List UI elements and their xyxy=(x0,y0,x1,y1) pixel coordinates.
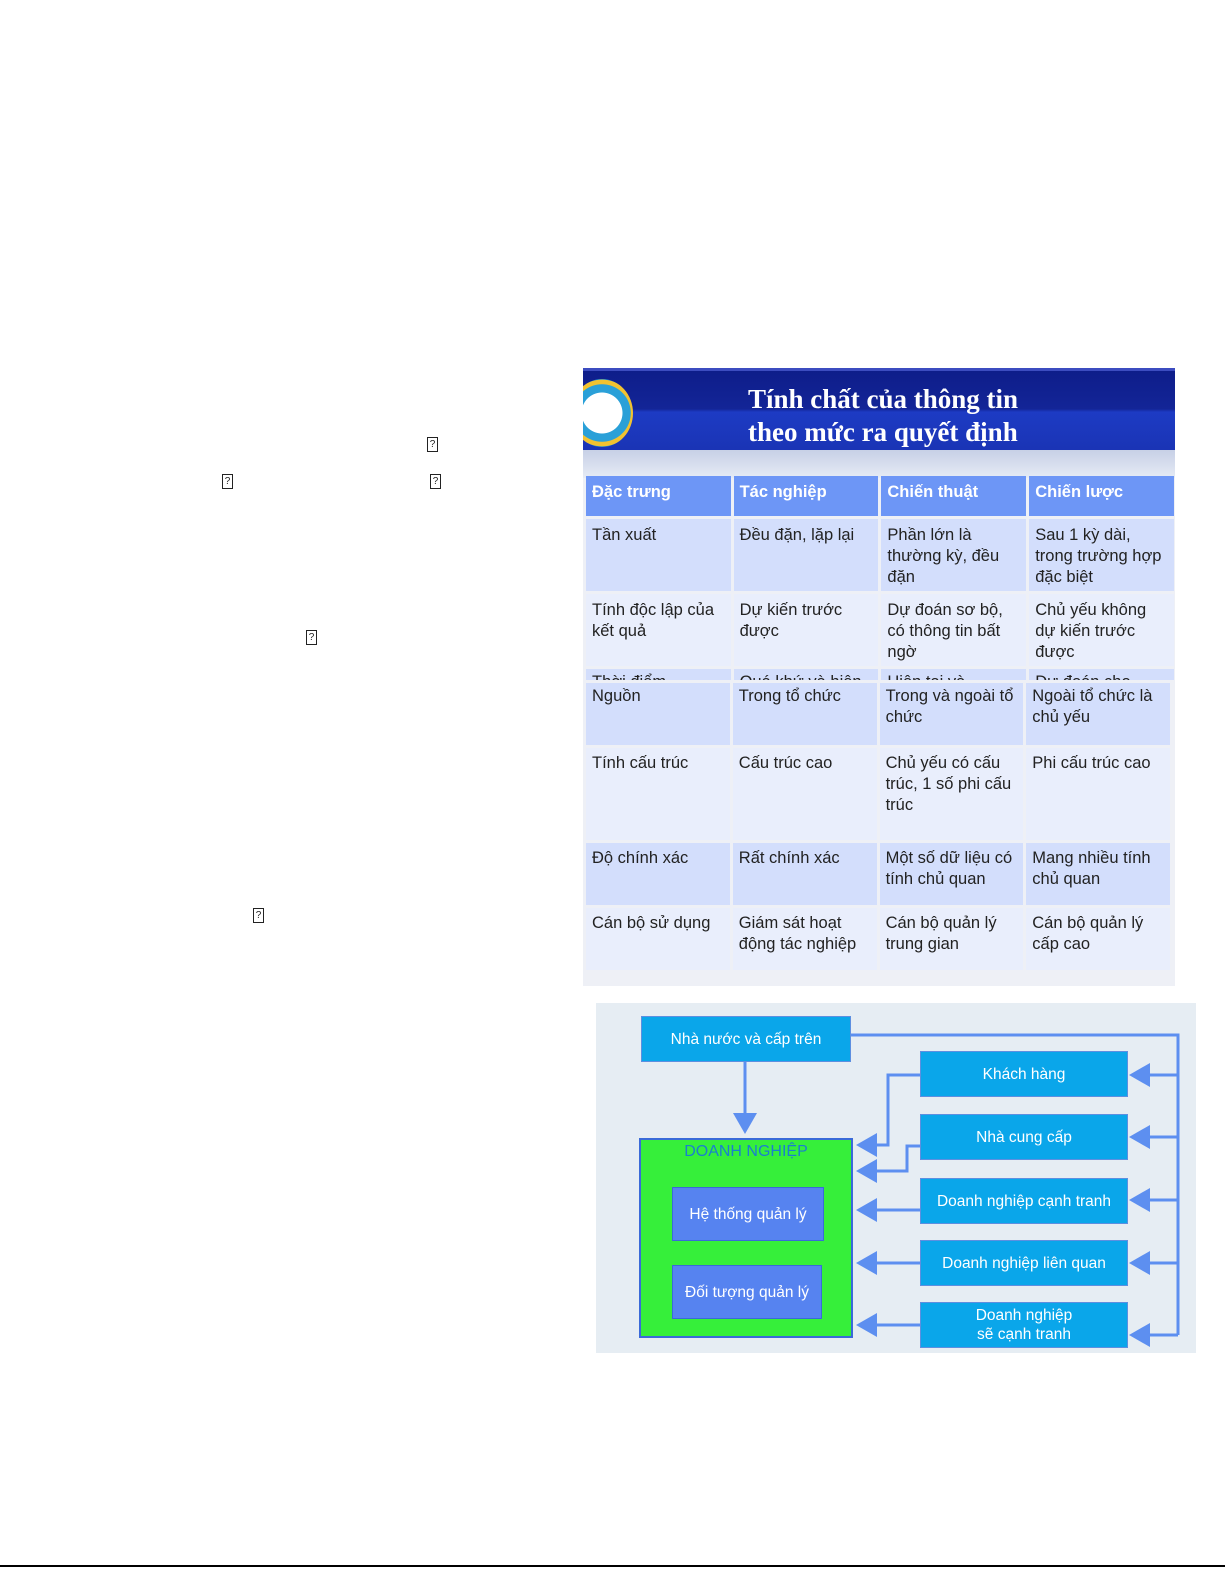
management-system-box: Hệ thống quản lý xyxy=(672,1187,824,1241)
table-cell: Cấu trúc cao xyxy=(733,748,877,840)
managed-object-box: Đối tượng quản lý xyxy=(672,1265,822,1319)
missing-glyph: ? xyxy=(427,437,438,452)
table-cell: Tần xuất xyxy=(586,519,731,591)
missing-glyph: ? xyxy=(253,908,264,923)
enterprise-label: DOANH NGHIỆP xyxy=(684,1143,808,1160)
info-table-bottom xyxy=(583,680,1173,973)
header-cell: Chiến lược xyxy=(1029,476,1174,516)
missing-glyph: ? xyxy=(222,474,233,489)
missing-glyph: ? xyxy=(430,474,441,489)
table-row xyxy=(586,843,1170,905)
table-cell: Rất chính xác xyxy=(733,843,877,905)
table-cell: Đều đặn, lặp lại xyxy=(734,519,879,591)
info-table-bottom-wrap xyxy=(583,680,1175,986)
table-cell: Một số dữ liệu có tính chủ quan xyxy=(880,843,1024,905)
future-competitor-box: Doanh nghiệp sẽ cạnh tranh xyxy=(920,1302,1128,1348)
table-cell: Trong tổ chức xyxy=(733,683,877,745)
state-box: Nhà nước và cấp trên xyxy=(641,1016,851,1062)
table-cell: Cán bộ quản lý cấp cao xyxy=(1026,908,1170,970)
page-bottom-rule xyxy=(0,1565,1225,1567)
header-cell: Chiến thuật xyxy=(881,476,1026,516)
missing-glyph: ? xyxy=(306,630,317,645)
table-cell: Cán bộ sử dụng xyxy=(586,908,730,970)
table-header-row xyxy=(586,476,1174,516)
table-cell: Dự kiến trước được xyxy=(734,594,879,666)
table-row xyxy=(586,908,1170,970)
table-row xyxy=(586,683,1170,745)
table-row xyxy=(586,594,1174,666)
table-cell: Tính độc lập của kết quả xyxy=(586,594,731,666)
slide-title-line2: theo mức ra quyết định xyxy=(748,417,1018,447)
table-cell: Phi cấu trúc cao xyxy=(1026,748,1170,840)
header-cell: Đặc trưng xyxy=(586,476,731,516)
table-cell: Phần lớn là thường kỳ, đều đặn xyxy=(881,519,1026,591)
supplier-box: Nhà cung cấp xyxy=(920,1114,1128,1160)
slide-image xyxy=(583,368,1175,986)
table-cell: Dự đoán sơ bộ, có thông tin bất ngờ xyxy=(881,594,1026,666)
customer-box: Khách hàng xyxy=(920,1051,1128,1097)
table-cell: Nguồn xyxy=(586,683,730,745)
table-cell: Mang nhiều tính chủ quan xyxy=(1026,843,1170,905)
table-row xyxy=(586,748,1170,840)
table-cell: Cán bộ quản lý trung gian xyxy=(880,908,1024,970)
table-cell: Ngoài tổ chức là chủ yếu xyxy=(1026,683,1170,745)
info-table-top xyxy=(583,473,1175,712)
slide-title-line1: Tính chất của thông tin xyxy=(748,384,1019,414)
enterprise-environment-diagram xyxy=(596,1003,1196,1353)
table-cell: Giám sát hoạt động tác nghiệp xyxy=(733,908,877,970)
table-row xyxy=(586,519,1174,591)
table-cell: Trong và ngoài tổ chức xyxy=(880,683,1024,745)
table-cell: Chủ yếu không dự kiến trước được xyxy=(1029,594,1174,666)
slide-title xyxy=(748,383,1168,449)
table-cell: Chủ yếu có cấu trúc, 1 số phi cấu trúc xyxy=(880,748,1024,840)
slide-banner xyxy=(583,368,1175,450)
related-enterprise-box: Doanh nghiệp liên quan xyxy=(920,1240,1128,1286)
table-cell: Độ chính xác xyxy=(586,843,730,905)
table-cell: Tính cấu trúc xyxy=(586,748,730,840)
table-cell: Sau 1 kỳ dài, trong trường hợp đặc biệt xyxy=(1029,519,1174,591)
university-logo xyxy=(583,379,633,447)
header-cell: Tác nghiệp xyxy=(734,476,879,516)
competitor-box: Doanh nghiệp cạnh tranh xyxy=(920,1178,1128,1224)
